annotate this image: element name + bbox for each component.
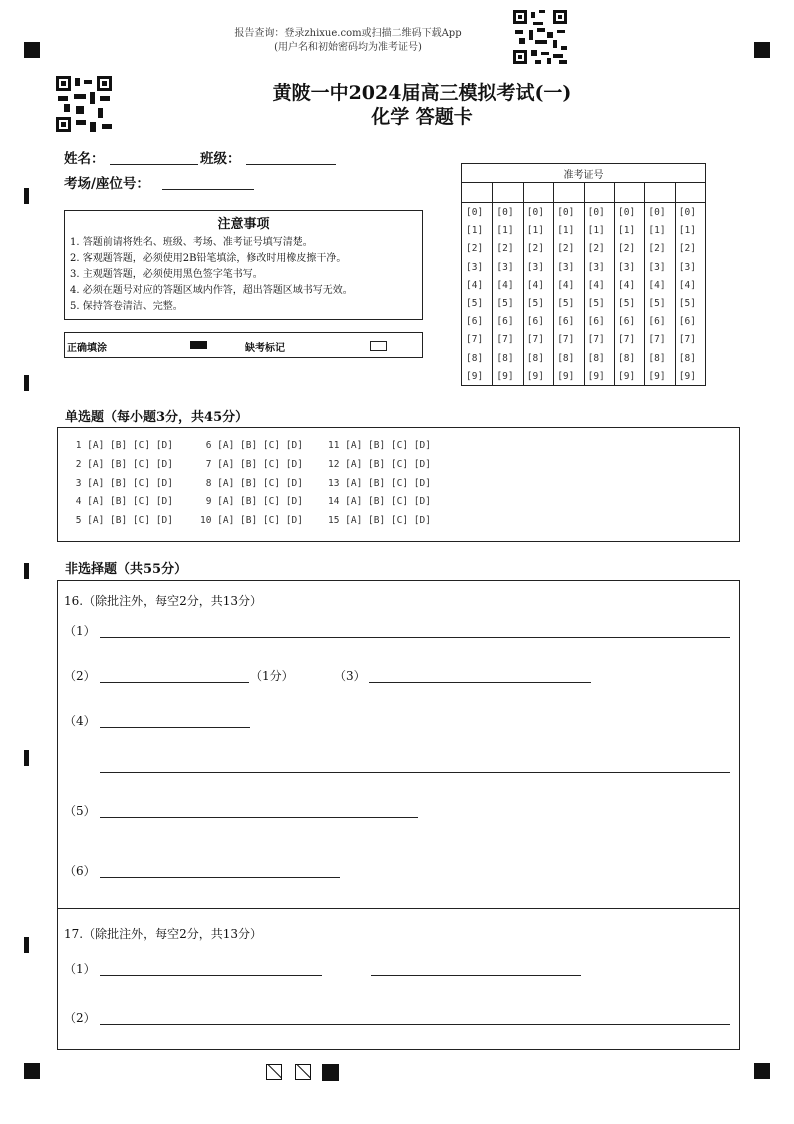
exam-id-bubble[interactable]: [3] (526, 261, 544, 273)
page-mark-crossed-box (295, 1064, 311, 1080)
exam-id-bubble[interactable]: [9] (678, 370, 696, 382)
exam-id-bubble[interactable]: [7] (526, 334, 544, 346)
mc-question-row[interactable]: 7 [A] [B] [C] [D] (200, 458, 303, 470)
exam-id-bubble[interactable]: [1] (678, 225, 696, 237)
exam-id-bubble[interactable]: [8] (618, 352, 636, 364)
exam-id-bubble[interactable]: [4] (526, 279, 544, 291)
q16-part3-answer-line[interactable] (369, 682, 591, 683)
exam-id-bubble[interactable]: [8] (557, 352, 575, 364)
exam-id-bubble[interactable]: [1] (466, 225, 484, 237)
exam-id-bubble[interactable]: [5] (587, 298, 605, 309)
non-choice-title: 非选择题（共55分） (65, 562, 188, 577)
exam-id-bubble[interactable]: [9] (557, 370, 575, 382)
exam-id-bubble[interactable]: [0] (618, 207, 636, 218)
mc-question-row[interactable]: 12 [A] [B] [C] [D] (328, 458, 431, 470)
mc-question-row[interactable]: 1 [A] [B] [C] [D] (70, 440, 173, 451)
exam-id-bubble[interactable]: [8] (648, 352, 666, 364)
corner-mark-bottom-right (754, 1063, 770, 1079)
fill-example-box (64, 332, 423, 358)
q17-part2-label: （2） (64, 1011, 96, 1025)
absent-mark-checkbox[interactable] (370, 341, 387, 351)
mc-question-row[interactable]: 8 [A] [B] [C] [D] (200, 477, 303, 489)
q16-part2-label: （2） (64, 669, 96, 683)
grid-column-divider (584, 182, 585, 385)
mc-question-row[interactable]: 4 [A] [B] [C] [D] (70, 496, 173, 508)
q16-part3-label: （3） (334, 669, 366, 683)
page-mark-crossed-box (266, 1064, 282, 1080)
mc-question-row[interactable]: 6 [A] [B] [C] [D] (200, 440, 303, 451)
exam-id-digit-box[interactable] (523, 183, 553, 202)
exam-id-bubble[interactable]: [6] (618, 316, 636, 328)
exam-id-bubble[interactable]: [8] (496, 352, 514, 364)
exam-id-bubble[interactable]: [9] (496, 370, 514, 382)
exam-id-bubble[interactable]: [0] (526, 207, 544, 218)
q16-part5-label: （5） (64, 804, 96, 818)
exam-id-bubble[interactable]: [5] (678, 298, 696, 309)
exam-id-bubble[interactable]: [0] (648, 207, 666, 218)
exam-id-bubble[interactable]: [2] (678, 243, 696, 255)
exam-subtitle: 化学 答题卡 (371, 106, 473, 128)
exam-id-bubble[interactable]: [1] (557, 225, 575, 237)
exam-id-bubble[interactable]: [1] (648, 225, 666, 237)
exam-id-bubble[interactable]: [3] (557, 261, 575, 273)
correct-fill-sample (190, 341, 207, 349)
mc-question-row[interactable]: 14 [A] [B] [C] [D] (328, 496, 431, 508)
exam-id-digit-box[interactable] (462, 183, 492, 202)
exam-id-bubble[interactable]: [7] (618, 334, 636, 346)
exam-id-grid (461, 163, 706, 386)
exam-id-digit-box[interactable] (644, 183, 674, 202)
mc-question-row[interactable]: 3 [A] [B] [C] [D] (70, 477, 173, 489)
exam-id-digit-box[interactable] (614, 183, 644, 202)
q17-part1-label: （1） (64, 962, 96, 976)
exam-id-bubble[interactable]: [6] (678, 316, 696, 328)
exam-id-bubble[interactable]: [8] (587, 352, 605, 364)
timing-mark (24, 375, 29, 391)
exam-id-bubble[interactable]: [7] (466, 334, 484, 346)
exam-id-bubble[interactable]: [4] (648, 279, 666, 291)
notice-item: 1. 答题前请将姓名、班级、考场、准考证号填写清楚。 (70, 237, 313, 248)
exam-id-bubble[interactable]: [9] (587, 370, 605, 382)
exam-id-bubble[interactable]: [5] (557, 298, 575, 309)
exam-id-digit-box[interactable] (553, 183, 583, 202)
q16-part1-label: （1） (64, 624, 96, 638)
exam-id-bubble[interactable]: [3] (466, 261, 484, 273)
seat-label: 考场/座位号： (64, 176, 150, 192)
exam-id-bubble[interactable]: [0] (678, 207, 696, 218)
exam-id-bubble[interactable]: [5] (526, 298, 544, 309)
corner-mark-top-right (754, 42, 770, 58)
name-field[interactable] (110, 164, 198, 165)
q17-box (57, 908, 740, 1050)
exam-id-bubble[interactable]: [9] (648, 370, 666, 382)
mc-question-row[interactable]: 5 [A] [B] [C] [D] (70, 515, 173, 527)
exam-id-bubble[interactable]: [2] (496, 243, 514, 255)
exam-id-bubble[interactable]: [9] (526, 370, 544, 382)
exam-id-bubble[interactable]: [9] (618, 370, 636, 382)
exam-id-bubble[interactable]: [5] (496, 298, 514, 309)
exam-id-bubble[interactable]: [4] (496, 279, 514, 291)
exam-id-bubble[interactable]: [2] (618, 243, 636, 255)
exam-id-bubble[interactable]: [5] (466, 298, 484, 309)
qr-code-icon (513, 10, 567, 64)
exam-id-bubble[interactable]: [3] (587, 261, 605, 273)
exam-id-bubble[interactable]: [3] (618, 261, 636, 273)
exam-id-bubble[interactable]: [7] (648, 334, 666, 346)
q16-part1-answer-line[interactable] (100, 637, 730, 638)
exam-id-bubble[interactable]: [2] (526, 243, 544, 255)
seat-field[interactable] (162, 189, 254, 190)
class-field[interactable] (246, 164, 336, 165)
mc-question-row[interactable]: 2 [A] [B] [C] [D] (70, 458, 173, 470)
timing-mark (24, 563, 29, 579)
exam-title: 黄陂一中2024届高三模拟考试(一) (272, 82, 572, 104)
exam-id-digit-box[interactable] (492, 183, 522, 202)
mc-question-row[interactable]: 11 [A] [B] [C] [D] (328, 440, 431, 451)
grid-column-divider (523, 182, 524, 385)
q16-part2-answer-line[interactable] (100, 682, 249, 683)
exam-id-bubble[interactable]: [1] (587, 225, 605, 237)
q16-part4-answer-line[interactable] (100, 727, 250, 728)
q17-part1-answer-line[interactable] (100, 975, 322, 976)
grid-column-divider (675, 182, 676, 385)
q16-part2-note: （1分） (250, 669, 294, 683)
name-label: 姓名： (64, 151, 105, 167)
exam-id-digit-box[interactable] (675, 183, 705, 202)
mc-question-row[interactable]: 15 [A] [B] [C] [D] (328, 515, 431, 527)
exam-id-bubble[interactable]: [4] (678, 279, 696, 291)
exam-id-bubble[interactable]: [1] (496, 225, 514, 237)
notice-item: 4. 必须在题号对应的答题区域内作答，超出答题区域书写无效。 (70, 285, 353, 296)
exam-id-bubble[interactable]: [3] (648, 261, 666, 273)
q16-part5-answer-line[interactable] (100, 817, 418, 818)
absent-mark-label: 缺考标记 (245, 343, 285, 354)
timing-mark (24, 937, 29, 953)
exam-id-bubble[interactable]: [2] (466, 243, 484, 255)
exam-id-bubble[interactable]: [2] (648, 243, 666, 255)
exam-id-bubble[interactable]: [6] (496, 316, 514, 328)
exam-id-title: 准考证号 (563, 170, 604, 181)
mc-question-row[interactable]: 9 [A] [B] [C] [D] (200, 496, 303, 508)
exam-id-bubble[interactable]: [8] (678, 352, 696, 364)
exam-id-bubble[interactable]: [0] (587, 207, 605, 218)
exam-id-bubble[interactable]: [2] (557, 243, 575, 255)
exam-id-bubble[interactable]: [7] (587, 334, 605, 346)
exam-id-bubble[interactable]: [2] (587, 243, 605, 255)
exam-id-bubble[interactable]: [5] (648, 298, 666, 309)
exam-id-bubble[interactable]: [0] (496, 207, 514, 218)
exam-id-bubble[interactable]: [3] (678, 261, 696, 273)
exam-id-bubble[interactable]: [8] (526, 352, 544, 364)
notice-item: 2. 客观题答题，必须使用2B铅笔填涂，修改时用橡皮擦干净。 (70, 253, 347, 264)
single-choice-box (57, 427, 740, 542)
q16-part4-label: （4） (64, 714, 96, 728)
q16-part6-label: （6） (64, 864, 96, 878)
exam-id-bubble[interactable]: [6] (526, 316, 544, 328)
exam-id-bubble[interactable]: [6] (587, 316, 605, 328)
grid-column-divider (614, 182, 615, 385)
q16-part6-answer-line[interactable] (100, 877, 340, 878)
page-mark-filled-box (322, 1064, 339, 1081)
timing-mark (24, 188, 29, 204)
exam-id-bubble[interactable]: [7] (557, 334, 575, 346)
grid-column-divider (644, 182, 645, 385)
grid-column-divider (492, 182, 493, 385)
q16-title: 16.（除批注外，每空2分，共13分） (64, 594, 262, 608)
student-qr-code-icon (56, 76, 112, 132)
exam-id-bubble[interactable]: [4] (557, 279, 575, 291)
exam-id-bubble[interactable]: [9] (466, 370, 484, 382)
exam-id-digit-box[interactable] (584, 183, 614, 202)
exam-id-bubble[interactable]: [4] (466, 279, 484, 291)
q16-part4-answer-line-2[interactable] (100, 772, 730, 773)
correct-fill-label: 正确填涂 (67, 343, 107, 354)
exam-id-bubble[interactable]: [7] (678, 334, 696, 346)
q16-box (57, 580, 740, 909)
exam-id-bubble[interactable]: [8] (466, 352, 484, 364)
grid-column-divider (553, 182, 554, 385)
exam-id-bubble[interactable]: [0] (557, 207, 575, 218)
exam-id-bubble[interactable]: [4] (618, 279, 636, 291)
q17-title: 17.（除批注外，每空2分，共13分） (64, 927, 262, 941)
class-label: 班级： (200, 151, 241, 167)
q17-part2-answer-line[interactable] (100, 1024, 730, 1025)
mc-question-row[interactable]: 13 [A] [B] [C] [D] (328, 477, 431, 489)
notice-title: 注意事项 (217, 217, 270, 232)
q17-part1-answer-line-2[interactable] (371, 975, 581, 976)
report-query-note: (用户名和初始密码均为准考证号) (274, 42, 422, 53)
exam-id-bubble[interactable]: [7] (496, 334, 514, 346)
notice-item: 5. 保持答卷清洁、完整。 (70, 301, 183, 312)
timing-mark (24, 750, 29, 766)
notice-item: 3. 主观题答题，必须使用黑色签字笔书写。 (70, 269, 263, 280)
exam-id-bubble[interactable]: [6] (466, 316, 484, 328)
exam-id-bubble[interactable]: [3] (496, 261, 514, 273)
exam-id-bubble[interactable]: [4] (587, 279, 605, 291)
corner-mark-bottom-left (24, 1063, 40, 1079)
notice-box (64, 210, 423, 320)
exam-id-bubble[interactable]: [1] (526, 225, 544, 237)
exam-id-bubble[interactable]: [1] (618, 225, 636, 237)
exam-id-bubble[interactable]: [5] (618, 298, 636, 309)
exam-id-bubble[interactable]: [0] (466, 207, 484, 218)
exam-id-bubble[interactable]: [6] (648, 316, 666, 328)
corner-mark-top-left (24, 42, 40, 58)
mc-question-row[interactable]: 10 [A] [B] [C] [D] (200, 515, 303, 527)
report-query-text: 报告查询：登录zhixue.com或扫描二维码下载App (234, 28, 462, 39)
single-choice-title: 单选题（每小题3分，共45分） (65, 410, 249, 425)
exam-id-bubble[interactable]: [6] (557, 316, 575, 328)
